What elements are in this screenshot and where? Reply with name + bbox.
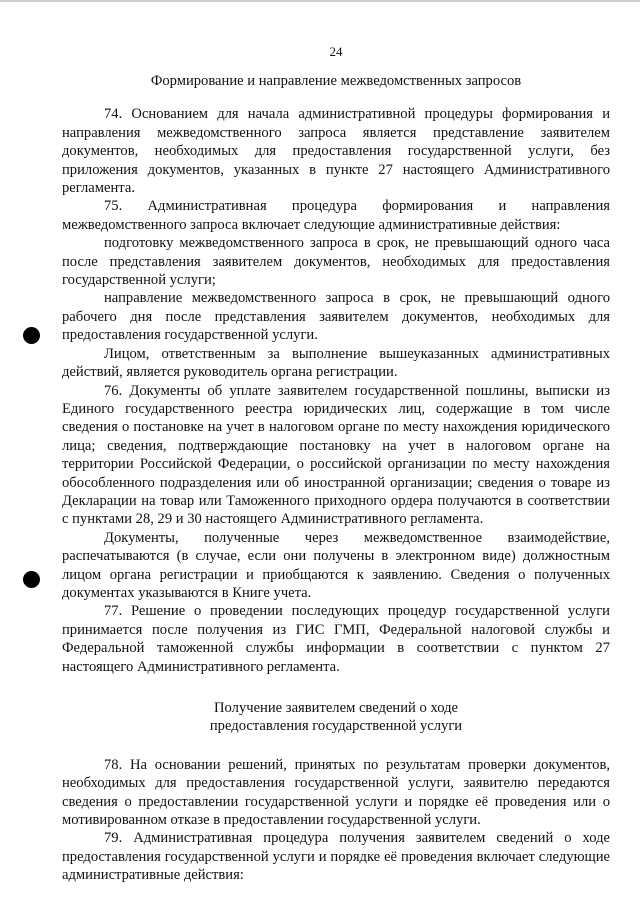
paragraph-74: 74. Основанием для начала административной процедуры формирования и направления межведомственного запроса является представление заявителем документов, необходимых для предоставления государственной услуги, без приложения документов, указанных в пункте 27 настоящего Административного регламента. — [62, 106, 610, 197]
document-page — [62, 44, 610, 885]
page-number: 24 — [329, 44, 343, 59]
section-title-line-2: предоставления государственной услуги — [209, 718, 463, 735]
paragraph-79: 79. Административная процедура получения заявителем сведений о ходе предоставления государственной услуги и порядке её проведения включает следующие административные действия: — [62, 830, 610, 884]
section-title-service-progress — [62, 699, 610, 736]
paragraph-75: 75. Административная процедура формирования и направления межведомственного запроса включает следующие административные действия: — [62, 198, 610, 233]
section-title-line-1: Получение заявителем сведений о ходе — [214, 700, 458, 716]
punch-hole-lower — [23, 571, 40, 588]
paragraph-77: 77. Решение о проведении последующих процедур государственной услуги принимается после получения из ГИС ГМП, Федеральной налоговой службы и Федеральной таможенной службы информации в соответствии с пунктом 27 настоящего Административного регламента. — [62, 603, 610, 675]
paragraph-75-action-1: подготовку межведомственного запроса в срок, не превышающий одного часа после представления заявителем документов, необходимых для предоставления государственной услуги; — [62, 235, 610, 289]
scan-edge-line — [0, 0, 640, 2]
punch-hole-upper — [23, 327, 40, 344]
paragraph-75-action-2: направление межведомственного запроса в срок, не превышающий одного рабочего дня после представления заявителем документов, необходимых для предоставления государственной услуги. — [62, 290, 610, 344]
paragraph-76-documents: Документы, полученные через межведомственное взаимодействие, распечатываются (в случае, если они получены в электронном виде) должностным лицом органа регистрации и приобщаются к заявлению. Сведения о полученных документах указываются в Книге учета. — [62, 529, 610, 601]
paragraph-78: 78. На основании решений, принятых по результатам проверки документов, необходимых для предоставления государственной услуги, заявителю передаются сведения о предоставлении государственной услуги и порядке её проведения или о мотивированном отказе в предоставлении государственной услуги. — [62, 756, 610, 829]
paragraph-76: 76. Документы об уплате заявителем государственной пошлины, выписки из Единого государственного реестра юридических лиц, содержащие в том числе сведения о постановке на учет в налоговом органе по месту нахождения юридического лица; сведения, подтверждающие постановку на учет в налоговом органе на территории Российской Федерации, о российской организации по месту нахождения обособленного подразделения или об иностранной организации; сведения о товаре из Декларации на товар или Таможенного приходного ордера получаются в соответствии с пунктами 28, 29 и 30 настоящего Административного регламента. — [62, 382, 610, 528]
paragraph-responsible-person: Лицом, ответственным за выполнение вышеуказанных административных действий, является руководитель органа регистрации. — [62, 345, 610, 381]
section-title-interagency-requests: Формирование и направление межведомственных запросов — [150, 73, 522, 89]
